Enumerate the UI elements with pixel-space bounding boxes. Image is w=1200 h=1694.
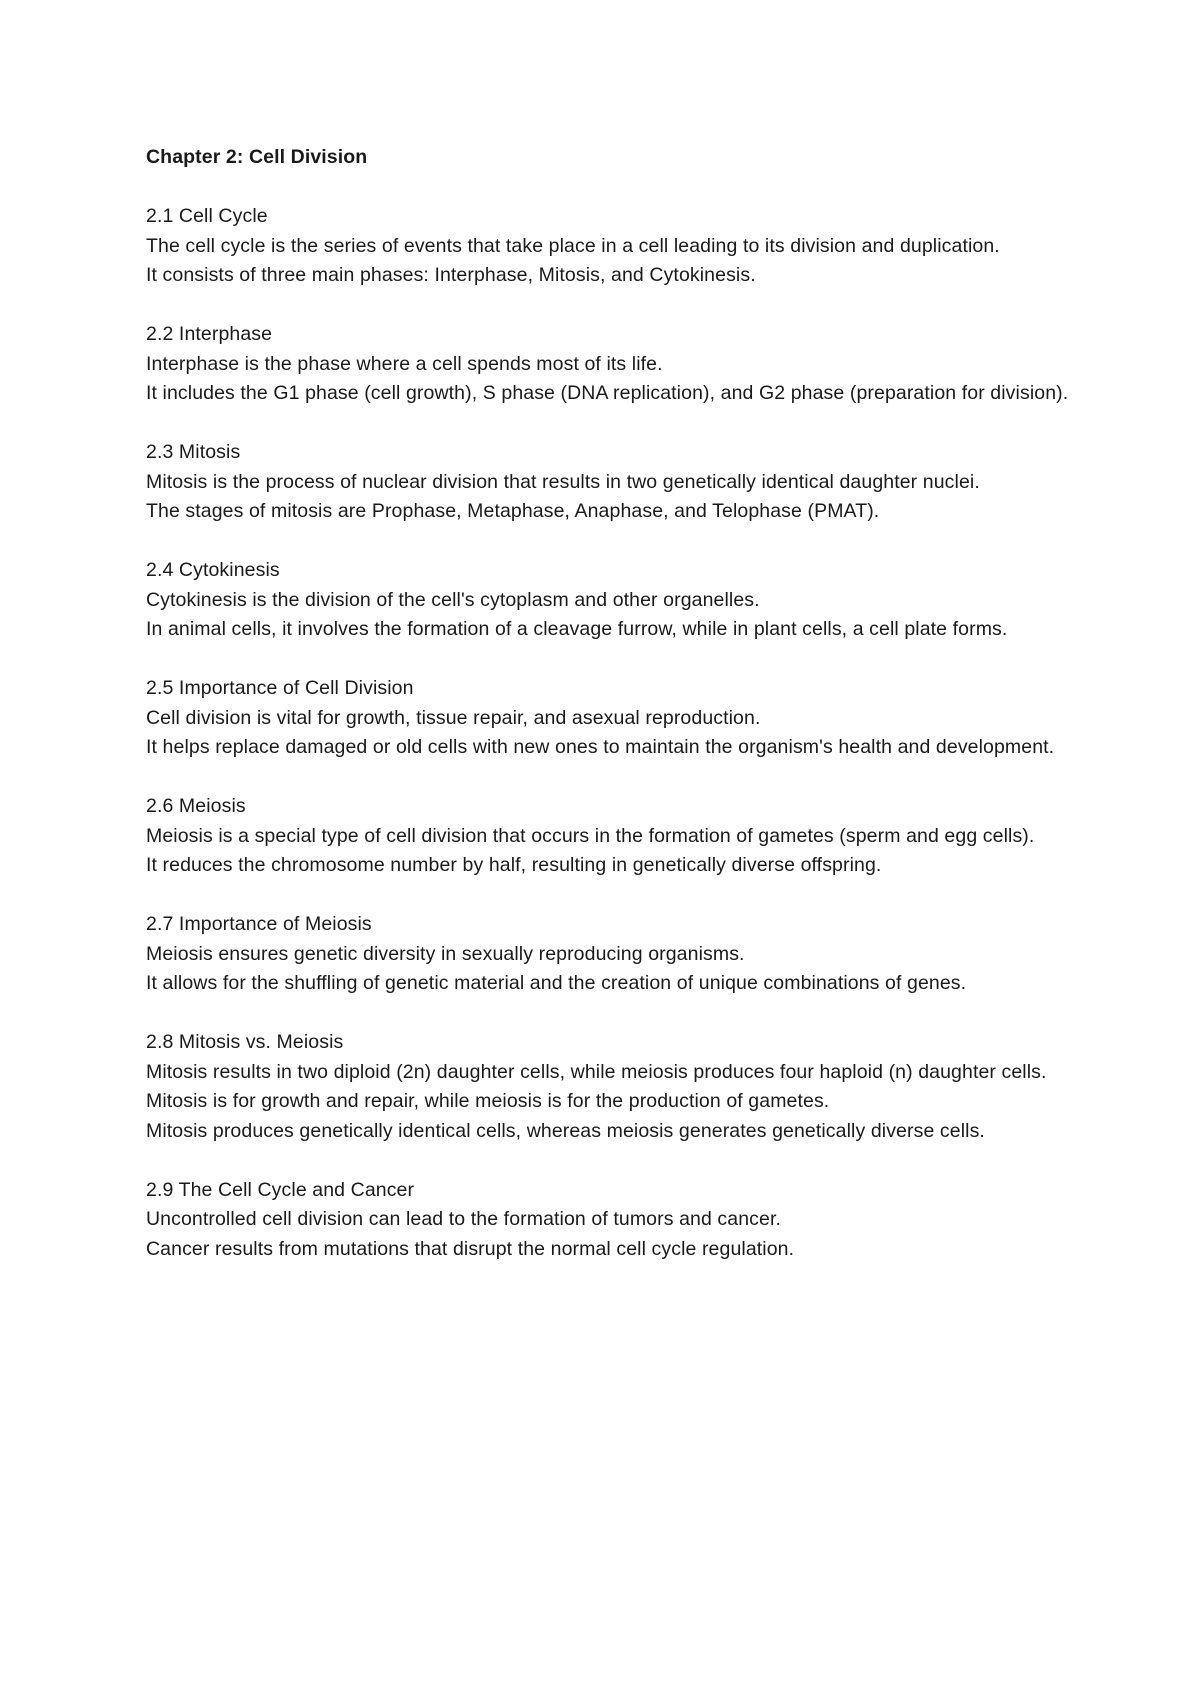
section-heading: 2.5 Importance of Cell Division [146, 677, 414, 699]
section-line: The stages of mitosis are Prophase, Metaphase, Anaphase, and Telophase (PMAT). [146, 500, 880, 522]
section-line: Mitosis is for growth and repair, while meiosis is for the production of gametes. [146, 1090, 830, 1112]
section-mitosis [146, 438, 1076, 527]
section-line: It includes the G1 phase (cell growth), S phase (DNA replication), and G2 phase (preparation for division). [146, 382, 1069, 404]
section-interphase [146, 320, 1076, 409]
section-cell-cycle-and-cancer [146, 1176, 1076, 1265]
section-line: Cancer results from mutations that disrupt the normal cell cycle regulation. [146, 1237, 795, 1260]
section-line: Cell division is vital for growth, tissue repair, and asexual reproduction. [146, 706, 761, 729]
section-cytokinesis [146, 556, 1076, 645]
section-line: Uncontrolled cell division can lead to the formation of tumors and cancer. [146, 1208, 781, 1230]
section-line: Mitosis results in two diploid (2n) daughter cells, while meiosis produces four haploid (n) daughter cells. [146, 1060, 1047, 1083]
section-line: Mitosis produces genetically identical cells, whereas meiosis generates genetically diverse cells. [146, 1119, 985, 1142]
section-heading: 2.9 The Cell Cycle and Cancer [146, 1178, 415, 1201]
section-line: Meiosis is a special type of cell division that occurs in the formation of gametes (sperm and egg cells). [146, 824, 1035, 847]
section-mitosis-vs-meiosis [146, 1028, 1076, 1146]
section-importance-of-cell-division [146, 674, 1076, 763]
section-line: The cell cycle is the series of events that take place in a cell leading to its division and duplication. [146, 234, 1000, 257]
section-importance-of-meiosis [146, 910, 1076, 999]
section-line: It reduces the chromosome number by half, resulting in genetically diverse offspring. [146, 854, 882, 876]
section-heading: 2.6 Meiosis [146, 795, 246, 817]
section-line: It allows for the shuffling of genetic material and the creation of unique combinations of genes. [146, 972, 967, 994]
section-line: Meiosis ensures genetic diversity in sexually reproducing organisms. [146, 942, 745, 965]
section-line: Cytokinesis is the division of the cell's cytoplasm and other organelles. [146, 588, 760, 611]
section-heading: 2.1 Cell Cycle [146, 205, 268, 227]
section-heading: 2.2 Interphase [146, 323, 273, 345]
section-line: Mitosis is the process of nuclear division that results in two genetically identical daughter nuclei. [146, 470, 980, 493]
chapter-title: Chapter 2: Cell Division [146, 146, 368, 168]
section-line: Interphase is the phase where a cell spends most of its life. [146, 352, 663, 375]
section-cell-cycle [146, 202, 1076, 291]
section-line: It helps replace damaged or old cells with new ones to maintain the organism's health and development. [146, 736, 1055, 758]
section-heading: 2.3 Mitosis [146, 441, 241, 463]
section-line: In animal cells, it involves the formation of a cleavage furrow, while in plant cells, a cell plate forms. [146, 618, 1008, 640]
section-heading: 2.4 Cytokinesis [146, 559, 280, 581]
document-content [146, 143, 1076, 1264]
section-meiosis [146, 792, 1076, 881]
section-line: It consists of three main phases: Interphase, Mitosis, and Cytokinesis. [146, 264, 756, 286]
section-heading: 2.7 Importance of Meiosis [146, 913, 372, 935]
section-heading: 2.8 Mitosis vs. Meiosis [146, 1031, 344, 1053]
